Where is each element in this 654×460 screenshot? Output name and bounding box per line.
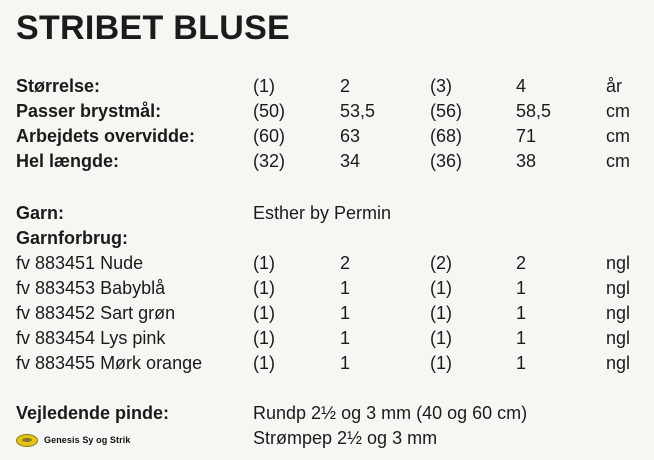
yarn-qty-4: 2 [516, 253, 527, 273]
yarn-usage-row [0, 251, 654, 275]
genesis-logo-icon [16, 434, 38, 447]
yarn-row [0, 201, 654, 225]
size-row [0, 74, 654, 98]
yarn-qty-1: (1) [253, 328, 275, 348]
needles-line-1: Rundp 2½ og 3 mm (40 og 60 cm) [253, 403, 528, 423]
yarn-qty-3: (1) [430, 328, 452, 348]
yarn-qty-2: 1 [340, 328, 351, 348]
length-label: Hel længde: [16, 151, 120, 171]
chest-value-2: 53,5 [340, 101, 376, 121]
width-value-2: 63 [340, 126, 361, 146]
width-label: Arbejdets overvidde: [16, 126, 196, 146]
yarn-qty-3: (1) [430, 278, 452, 298]
yarn-qty-4: 1 [516, 353, 527, 373]
chest-unit: cm [606, 101, 630, 121]
chest-value-3: (56) [430, 101, 463, 121]
yarn-value: Esther by Permin [253, 203, 392, 223]
yarn-qty-4: 1 [516, 303, 527, 323]
yarn-usage-row [0, 276, 654, 300]
width-value-1: (60) [253, 126, 286, 146]
yarn-qty-2: 2 [340, 253, 351, 273]
yarn-unit: ngl [606, 278, 631, 298]
yarn-qty-1: (1) [253, 353, 275, 373]
size-value-4: 4 [516, 76, 527, 96]
yarn-unit: ngl [606, 328, 631, 348]
yarn-qty-2: 1 [340, 278, 351, 298]
needles-row [0, 401, 654, 425]
size-unit: år [606, 76, 623, 96]
yarn-color-label: fv 883454 Lys pink [16, 328, 166, 348]
chest-value-4: 58,5 [516, 101, 552, 121]
yarn-unit: ngl [606, 353, 631, 373]
yarn-qty-1: (1) [253, 303, 275, 323]
chest-value-1: (50) [253, 101, 286, 121]
brand-name: Genesis Sy og Strik [44, 435, 131, 445]
yarn-qty-4: 1 [516, 328, 527, 348]
width-value-4: 71 [516, 126, 537, 146]
yarn-color-label: fv 883453 Babyblå [16, 278, 166, 298]
yarn-qty-4: 1 [516, 278, 527, 298]
length-value-1: (32) [253, 151, 286, 171]
width-value-3: (68) [430, 126, 463, 146]
yarn-qty-2: 1 [340, 353, 351, 373]
size-value-1: (1) [253, 76, 275, 96]
yarn-qty-3: (2) [430, 253, 452, 273]
width-row [0, 124, 654, 148]
yarn-qty-3: (1) [430, 303, 452, 323]
needles-line-2: Strømpep 2½ og 3 mm [253, 428, 438, 448]
chest-label: Passer brystmål: [16, 101, 162, 121]
length-value-4: 38 [516, 151, 537, 171]
yarn-qty-1: (1) [253, 278, 275, 298]
yarn-color-label: fv 883455 Mørk orange [16, 353, 203, 373]
yarn-color-label: fv 883451 Nude [16, 253, 144, 273]
length-value-3: (36) [430, 151, 463, 171]
yarn-usage-row [0, 326, 654, 350]
yarn-usage-row [0, 351, 654, 375]
yarn-qty-3: (1) [430, 353, 452, 373]
needles-label: Vejledende pinde: [16, 403, 170, 423]
yarn-usage-row [0, 301, 654, 325]
size-value-3: (3) [430, 76, 452, 96]
length-value-2: 34 [340, 151, 361, 171]
size-label: Størrelse: [16, 76, 101, 96]
size-value-2: 2 [340, 76, 351, 96]
yarn-usage-heading-row [0, 226, 654, 250]
chest-row [0, 99, 654, 123]
length-row [0, 149, 654, 173]
yarn-usage-heading: Garnforbrug: [16, 228, 128, 248]
width-unit: cm [606, 126, 630, 146]
yarn-unit: ngl [606, 303, 631, 323]
yarn-label: Garn: [16, 203, 65, 223]
yarn-qty-2: 1 [340, 303, 351, 323]
page-title: STRIBET BLUSE [16, 9, 291, 47]
length-unit: cm [606, 151, 630, 171]
yarn-qty-1: (1) [253, 253, 275, 273]
yarn-unit: ngl [606, 253, 631, 273]
yarn-color-label: fv 883452 Sart grøn [16, 303, 176, 323]
brand-logo [16, 432, 130, 448]
